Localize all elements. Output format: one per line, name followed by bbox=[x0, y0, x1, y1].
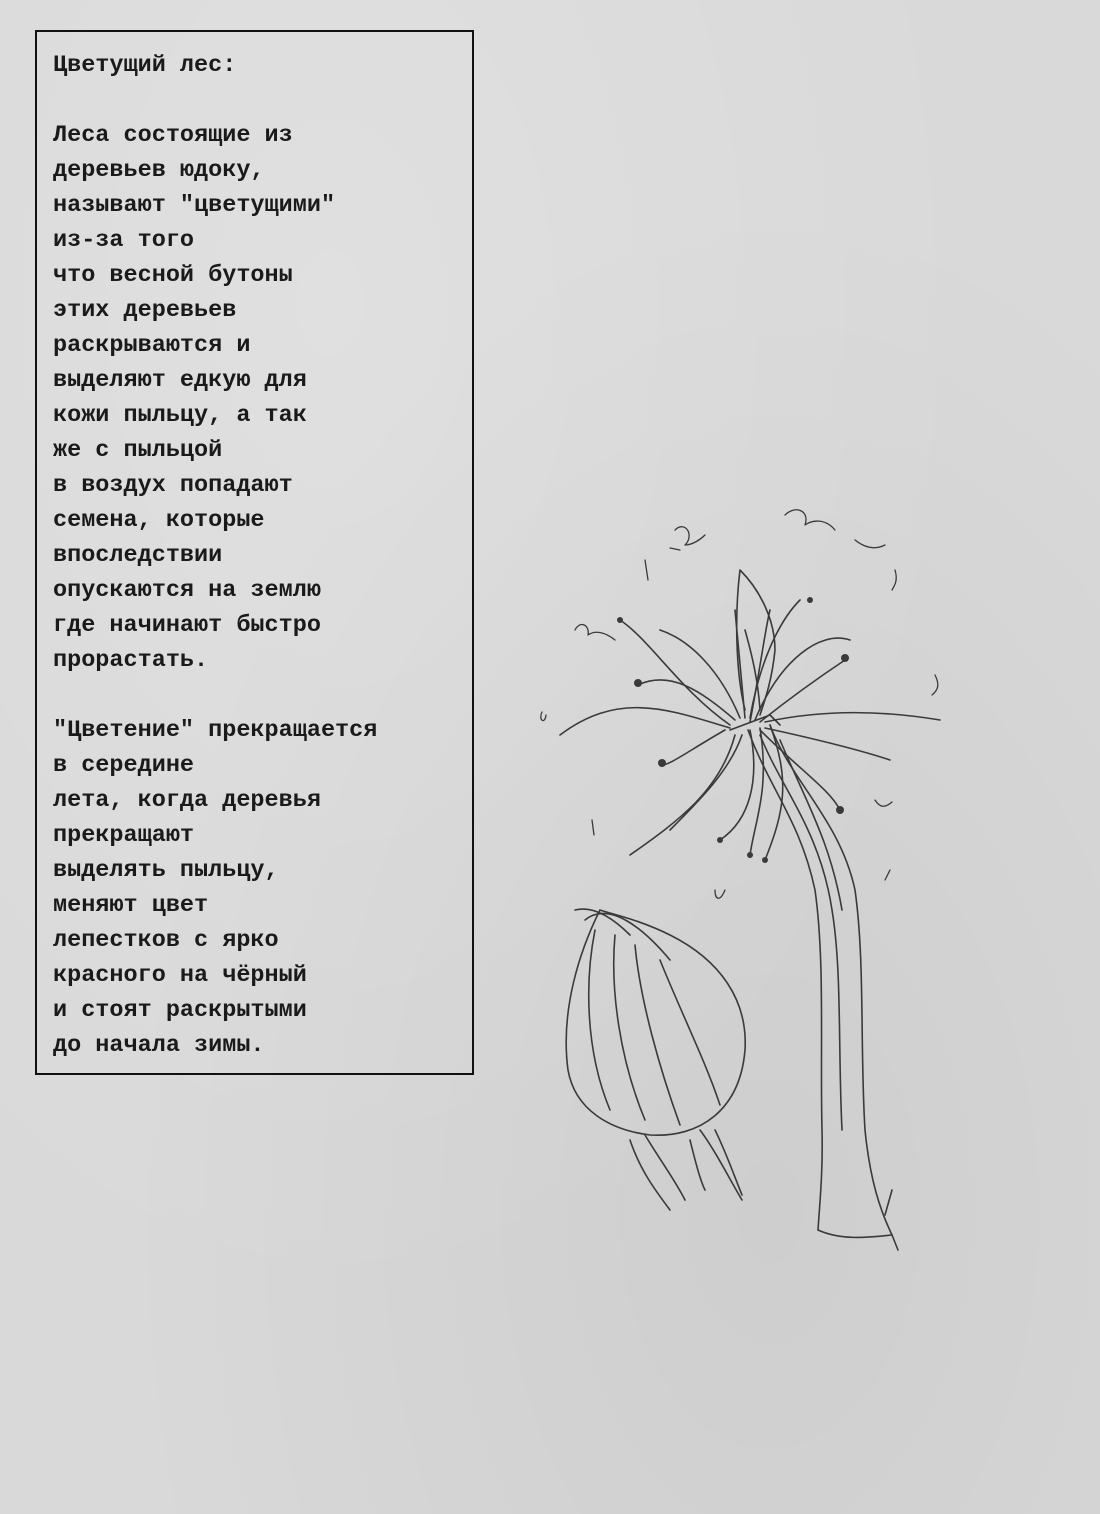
spacer bbox=[53, 678, 472, 713]
spacer bbox=[53, 83, 472, 118]
seeds bbox=[617, 597, 849, 863]
paragraph-1-line: где начинают быстро bbox=[53, 612, 321, 639]
paragraph-1-line: из-за того bbox=[53, 227, 195, 254]
paragraph-1-line: же с пыльцой bbox=[53, 437, 223, 464]
tree-sketch bbox=[520, 490, 1100, 1290]
paragraph-1-line: в воздух попадают bbox=[53, 472, 293, 499]
paragraph-1-line: семена, которые bbox=[53, 507, 265, 534]
paragraph-1-line: деревьев юдоку, bbox=[53, 157, 265, 184]
paragraph-2-line: и стоят раскрытыми bbox=[53, 997, 307, 1024]
note-title: Цветущий лес: bbox=[53, 52, 237, 79]
tree-sketch-drawing bbox=[520, 490, 1100, 1290]
crown bbox=[560, 570, 940, 860]
paragraph-2-line: в середине bbox=[53, 752, 195, 779]
paragraph-2-line: лета, когда деревья bbox=[53, 787, 321, 814]
paragraph-1-line: кожи пыльцу, а так bbox=[53, 402, 307, 429]
paragraph-1-line: этих деревьев bbox=[53, 297, 237, 324]
paragraph-1-line: Леса состоящие из bbox=[53, 122, 293, 149]
note-box bbox=[35, 30, 474, 1075]
trunk bbox=[748, 725, 898, 1250]
paragraph-1-line: опускаются на землю bbox=[53, 577, 321, 604]
paragraph-2-line: меняют цвет bbox=[53, 892, 209, 919]
paragraph-2-line: до начала зимы. bbox=[53, 1032, 265, 1059]
paragraph-2-line: прекращают bbox=[53, 822, 195, 849]
paragraph-2-line: красного на чёрный bbox=[53, 962, 307, 989]
paragraph-2-line: "Цветение" прекращается bbox=[53, 717, 378, 744]
paragraph-1-line: раскрываются и bbox=[53, 332, 251, 359]
paragraph-2-line: лепестков с ярко bbox=[53, 927, 279, 954]
paragraph-1-line: прорастать. bbox=[53, 647, 209, 674]
floating-marks bbox=[541, 510, 938, 898]
paragraph-1-line: что весной бутоны bbox=[53, 262, 293, 289]
paragraph-1-line: выделяют едкую для bbox=[53, 367, 307, 394]
paragraph-1-line: называют "цветущими" bbox=[53, 192, 336, 219]
paragraph-1-line: впоследствии bbox=[53, 542, 223, 569]
paragraph-2-line: выделять пыльцу, bbox=[53, 857, 279, 884]
closed-bud bbox=[566, 909, 745, 1210]
